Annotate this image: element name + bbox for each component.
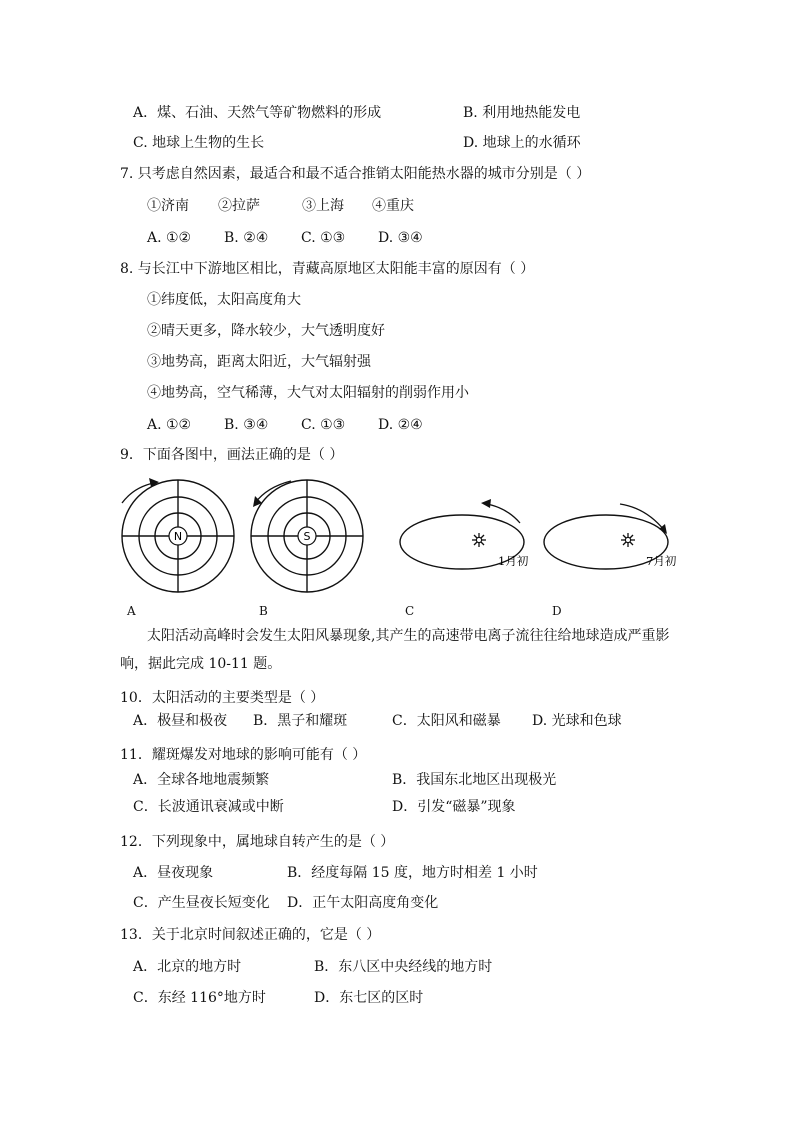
figure-d-orbit — [538, 496, 688, 576]
q13-option-c: C．东经 116°地方时 — [133, 990, 266, 1006]
q11-option-a: A．全球各地地震频繁 — [133, 772, 270, 788]
q11-stem: 11．耀斑爆发对地球的影响可能有（ ） — [120, 747, 367, 763]
q7-item-1: ①济南 — [147, 198, 189, 214]
q10-stem: 10．太阳活动的主要类型是（ ） — [120, 690, 325, 706]
q13-option-a: A．北京的地方时 — [133, 959, 242, 975]
q7-stem: 7. 只考虑自然因素，最适合和最不适合推销太阳能热水器的城市分别是（ ） — [120, 166, 591, 182]
q11-option-d: D．引发“磁暴”现象 — [392, 799, 516, 815]
q6-option-c: C. 地球上生物的生长 — [133, 135, 265, 151]
figure-d-note: 7月初 — [646, 554, 677, 568]
q13-stem: 13．关于北京时间叙述正确的，它是（ ） — [120, 927, 381, 943]
figure-a-north-pole — [112, 475, 244, 601]
figure-a-label: A — [127, 604, 136, 618]
q10-option-a: A．极昼和极夜 — [133, 713, 228, 729]
passage-line-2: 响，据此完成 10-11 题。 — [120, 656, 282, 672]
q7-option-d: D. ③④ — [378, 230, 423, 246]
q6-option-d: D. 地球上的水循环 — [463, 135, 581, 151]
q13-option-d: D．东七区的区时 — [314, 990, 424, 1006]
q12-option-d: D．正午太阳高度角变化 — [287, 895, 439, 911]
q8-stem: 8. 与长江中下游地区相比，青藏高原地区太阳能丰富的原因有（ ） — [120, 261, 535, 277]
q8-option-c: C. ①③ — [301, 417, 346, 433]
q8-item-3: ③地势高，距离太阳近，大气辐射强 — [147, 354, 371, 370]
figure-b-south-pole — [243, 475, 375, 601]
q10-option-b: B．黑子和耀斑 — [253, 713, 348, 729]
figure-a-pole-label: N — [173, 530, 183, 543]
q7-option-a: A. ①② — [147, 230, 192, 246]
q10-option-d: D. 光球和色球 — [532, 713, 622, 729]
q13-option-b: B．东八区中央经线的地方时 — [314, 959, 493, 975]
figure-b-label: B — [259, 604, 268, 618]
q8-item-2: ②晴天更多，降水较少，大气透明度好 — [147, 323, 385, 339]
q8-option-b: B. ③④ — [224, 417, 269, 433]
q12-option-c: C．产生昼夜长短变化 — [133, 895, 270, 911]
q8-option-a: A. ①② — [147, 417, 192, 433]
q8-item-1: ①纬度低，太阳高度角大 — [147, 292, 301, 308]
figure-b-pole-label: S — [303, 530, 311, 543]
q11-option-c: C．长波通讯衰减或中断 — [133, 799, 284, 815]
q12-stem: 12．下列现象中，属地球自转产生的是（ ） — [120, 834, 395, 850]
q10-option-c: C．太阳风和磁暴 — [392, 713, 501, 729]
q6-option-a: A．煤、石油、天然气等矿物燃料的形成 — [133, 105, 382, 121]
figure-c-orbit — [395, 496, 535, 576]
q7-item-4: ④重庆 — [372, 198, 414, 214]
q8-item-4: ④地势高，空气稀薄，大气对太阳辐射的削弱作用小 — [147, 385, 469, 401]
q7-option-b: B. ②④ — [224, 230, 269, 246]
sun-icon — [621, 533, 635, 547]
figure-c-label: C — [405, 604, 415, 618]
q12-option-a: A．昼夜现象 — [133, 865, 214, 881]
q7-item-3: ③上海 — [302, 198, 344, 214]
q11-option-b: B．我国东北地区出现极光 — [392, 772, 557, 788]
sun-icon — [472, 533, 486, 547]
figure-d-label: D — [552, 604, 562, 618]
q8-option-d: D. ②④ — [378, 417, 423, 433]
q6-option-b: B. 利用地热能发电 — [463, 105, 581, 121]
q12-option-b: B．经度每隔 15 度，地方时相差 1 小时 — [287, 865, 538, 881]
q7-item-2: ②拉萨 — [218, 198, 260, 214]
q7-option-c: C. ①③ — [301, 230, 346, 246]
passage-line-1: 太阳活动高峰时会发生太阳风暴现象,其产生的高速带电离子流往往给地球造成严重影 — [147, 628, 670, 644]
figure-c-note: 1月初 — [498, 554, 529, 568]
q9-stem: 9．下面各图中，画法正确的是（ ） — [120, 447, 344, 463]
